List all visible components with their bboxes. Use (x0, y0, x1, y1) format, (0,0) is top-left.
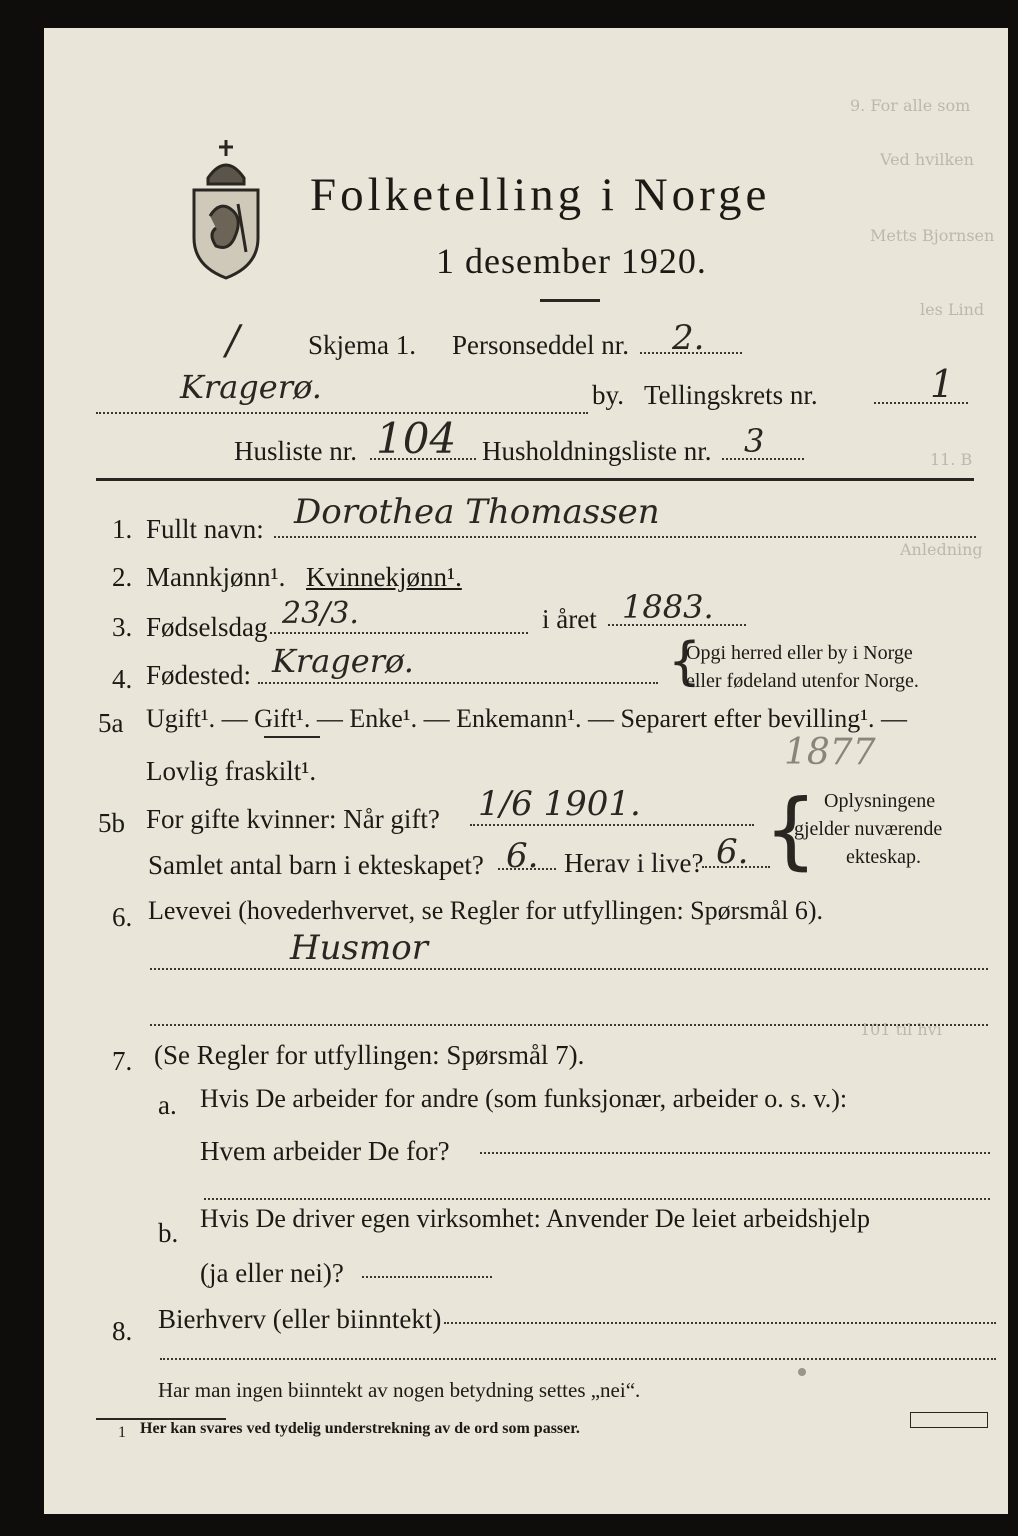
q5a-number: 5a (98, 708, 124, 738)
birthday-line (270, 632, 528, 634)
children-label: Samlet antal barn i ekteskapet? (148, 850, 484, 880)
q4-note-brace: { (668, 632, 702, 692)
bleed-through-text: Anledning (900, 540, 983, 559)
marital-status-options-2[interactable]: Lovlig fraskilt¹. (146, 756, 317, 786)
q5b-note-brace: { (764, 781, 818, 879)
employer-line-2[interactable] (204, 1198, 990, 1200)
q7-label: (Se Regler for utfyllingen: Spørsmål 7). (154, 1040, 585, 1070)
q7a-letter: a. (158, 1090, 177, 1120)
q4-label: Fødested: (146, 660, 251, 690)
q8-label: Bierhverv (eller biinntekt) (158, 1304, 442, 1334)
q1-label: Fullt navn: (146, 514, 264, 544)
title-divider (540, 299, 600, 302)
occupation-line-2 (150, 1024, 988, 1026)
side-income-line[interactable] (444, 1322, 996, 1324)
husliste-value[interactable]: 104 (376, 414, 457, 463)
q1-number: 1. (112, 514, 133, 544)
q5b-number: 5b (98, 808, 125, 838)
q5b-note-line3: ekteskap. (846, 846, 921, 868)
personseddel-label: Personseddel nr. (452, 330, 629, 360)
husholdning-label: Husholdningsliste nr. (482, 436, 712, 466)
ink-spot (798, 1368, 806, 1376)
by-label: by. (592, 380, 624, 410)
q4-note-line2: eller fødeland utenfor Norge. (686, 670, 919, 692)
occupation-line (150, 968, 988, 970)
marital-status-options[interactable]: Ugift¹. — Gift¹. — Enke¹. — Enkemann¹. — Separert efter bevilling¹. — (146, 704, 908, 733)
header-divider (96, 478, 974, 481)
bleed-through-text: 11. B (930, 450, 973, 469)
q7a-text: Hvis De arbeider for andre (som funksjonær, arbeider o. s. v.): (200, 1084, 848, 1113)
husliste-label: Husliste nr. (234, 436, 358, 466)
q7-number: 7. (112, 1046, 133, 1076)
form-title: Folketelling i Norge (310, 169, 771, 221)
bleed-through-text: 9. For alle som (850, 96, 971, 115)
occupation-value[interactable]: Husmor (290, 928, 428, 968)
married-line (470, 824, 754, 826)
bleed-through-text: 101 til hvi (860, 1020, 942, 1039)
q7b-letter: b. (158, 1218, 179, 1248)
gender-female-option[interactable]: Kvinnekjønn¹. (306, 562, 462, 592)
by-value[interactable]: Kragerø. (180, 368, 322, 406)
q8-number: 8. (112, 1316, 133, 1346)
q3-number: 3. (112, 612, 133, 642)
tellingskrets-label: Tellingskrets nr. (644, 380, 818, 410)
by-line (96, 412, 588, 414)
husholdning-value[interactable]: 3 (744, 422, 765, 460)
q7b-question: (ja eller nei)? (200, 1258, 344, 1288)
employer-line[interactable] (480, 1152, 990, 1154)
q5b-note-line1: Oplysningene (824, 790, 936, 812)
q2-number: 2. (112, 562, 133, 592)
q1-line (274, 536, 976, 538)
married-date-value[interactable]: 1/6 1901. (478, 784, 641, 824)
hired-help-line[interactable] (362, 1276, 492, 1278)
birth-year-value[interactable]: 1883. (622, 588, 714, 626)
alive-value[interactable]: 6. (716, 832, 749, 872)
birthplace-line (258, 682, 658, 684)
birthday-value[interactable]: 23/3. (282, 596, 359, 631)
side-income-line-2[interactable] (160, 1358, 996, 1360)
q8-note: Har man ingen biinntekt av nogen betydning settes „nei“. (158, 1378, 641, 1402)
q4-number: 4. (112, 664, 133, 694)
q6-label: Levevei (hovederhvervet, se Regler for utfyllingen: Spørsmål 6). (148, 896, 824, 925)
printer-mark (910, 1412, 988, 1428)
coat-of-arms-icon (186, 134, 266, 282)
q6-number: 6. (112, 902, 133, 932)
year-label: i året (542, 604, 597, 634)
tellingskrets-value[interactable]: 1 (930, 362, 955, 406)
full-name-value[interactable]: Dorothea Thomassen (294, 492, 660, 532)
gift-underline (264, 736, 320, 738)
birthplace-value[interactable]: Kragerø. (272, 642, 414, 680)
q4-note-line1: Opgi herred eller by i Norge (686, 642, 913, 664)
children-value[interactable]: 6. (506, 836, 539, 876)
check-mark: / (226, 318, 240, 364)
bleed-through-text: Ved hvilken (880, 150, 974, 169)
gender-male-option[interactable]: Mannkjønn¹. (146, 562, 286, 592)
bleed-through-text: Metts Bjornsen (870, 226, 995, 245)
skjema-label: Skjema 1. (308, 330, 416, 360)
q5b-note-line2: gjelder nuværende (794, 818, 943, 840)
footnote-text: Her kan svares ved tydelig understrekning av de ord som passer. (140, 1420, 580, 1437)
personseddel-value[interactable]: 2. (672, 318, 705, 358)
alive-label: Herav i live? (564, 848, 704, 878)
q7a-question: Hvem arbeider De for? (200, 1136, 450, 1166)
married-label: For gifte kvinner: Når gift? (146, 804, 440, 834)
q3-label: Fødselsdag (146, 612, 268, 642)
footnote-marker: 1 (118, 1424, 126, 1441)
form-date: 1 desember 1920. (436, 241, 707, 281)
q7b-text: Hvis De driver egen virksomhet: Anvender De leiet arbeidshjelp (200, 1204, 871, 1233)
margin-annotation: 1877 (784, 732, 876, 773)
bleed-through-text: les Lind (920, 300, 985, 319)
